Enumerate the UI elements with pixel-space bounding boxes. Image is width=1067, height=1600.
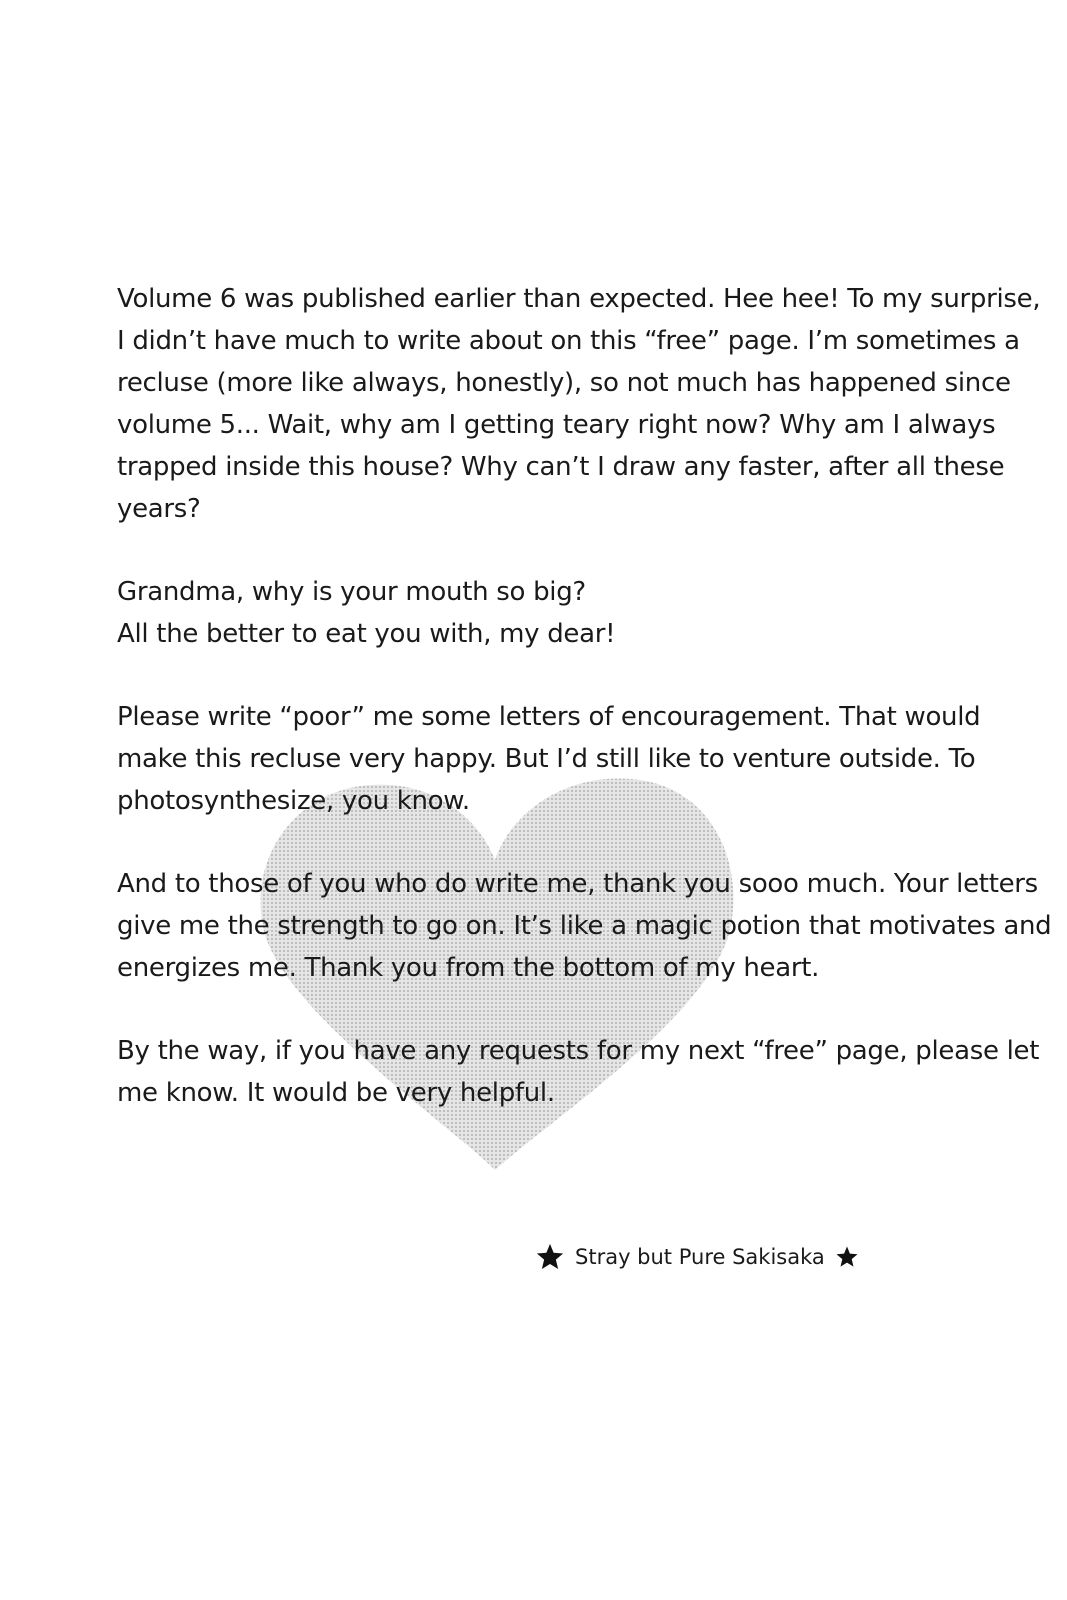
text-line: I didn’t have much to write about on this “free” page. I’m sometimes a <box>117 326 1020 356</box>
star-icon <box>535 1242 565 1272</box>
signature-text: Stray but Pure Sakisaka <box>575 1245 825 1269</box>
paragraph-1 <box>117 278 1041 530</box>
text-line: Grandma, why is your mouth so big? <box>117 577 586 607</box>
star-icon <box>835 1245 859 1269</box>
text-line: me know. It would be very helpful. <box>117 1078 555 1108</box>
text-line: All the better to eat you with, my dear! <box>117 619 616 649</box>
text-line: volume 5... Wait, why am I getting teary right now? Why am I always <box>117 410 996 440</box>
text-line: Please write “poor” me some letters of encouragement. That would <box>117 702 981 732</box>
paragraph-2 <box>117 571 977 655</box>
text-line: By the way, if you have any requests for my next “free” page, please let <box>117 1036 1040 1066</box>
paragraph-5 <box>117 1030 1040 1114</box>
text-line: Volume 6 was published earlier than expected. Hee hee! To my surprise, <box>117 284 1041 314</box>
text-line: energizes me. Thank you from the bottom of my heart. <box>117 953 820 983</box>
paragraph-4 <box>117 863 1052 989</box>
text-line: make this recluse very happy. But I’d still like to venture outside. To <box>117 744 976 774</box>
text-line: photosynthesize, you know. <box>117 786 470 816</box>
text-line: years? <box>117 494 201 524</box>
text-line: give me the strength to go on. It’s like a magic potion that motivates and <box>117 911 1052 941</box>
free-page-text <box>117 278 1052 1155</box>
signature <box>535 1237 859 1277</box>
text-line: recluse (more like always, honestly), so not much has happened since <box>117 368 1011 398</box>
paragraph-3 <box>117 696 981 822</box>
text-line: And to those of you who do write me, thank you sooo much. Your letters <box>117 869 1038 899</box>
text-line: trapped inside this house? Why can’t I draw any faster, after all these <box>117 452 1005 482</box>
